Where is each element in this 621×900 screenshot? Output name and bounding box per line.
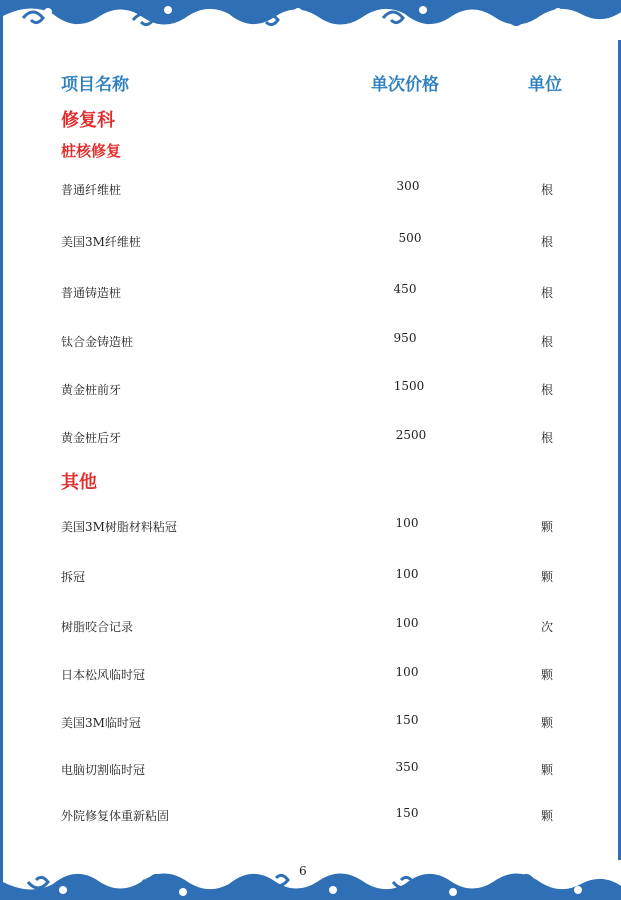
item-unit: 颗 bbox=[541, 763, 554, 777]
item-unit: 根 bbox=[541, 335, 554, 349]
item-name: 美国3M纤维桩 bbox=[61, 235, 141, 249]
item-unit: 根 bbox=[541, 183, 554, 197]
item-name: 日本松风临时冠 bbox=[61, 668, 146, 682]
item-unit: 根 bbox=[541, 431, 554, 445]
item-name: 树脂咬合记录 bbox=[61, 620, 134, 634]
item-unit: 颗 bbox=[541, 668, 554, 682]
column-header-name: 项目名称 bbox=[61, 75, 129, 95]
item-name: 黄金桩后牙 bbox=[61, 431, 122, 445]
item-name: 拆冠 bbox=[61, 570, 86, 584]
item-price: 150 bbox=[395, 713, 419, 727]
item-price: 2500 bbox=[395, 428, 427, 442]
bottom-wave-border bbox=[3, 860, 621, 900]
item-price: 1500 bbox=[393, 379, 425, 393]
column-header-price: 单次价格 bbox=[371, 75, 439, 95]
item-unit: 颗 bbox=[541, 809, 554, 823]
item-price: 100 bbox=[395, 665, 419, 679]
item-price: 100 bbox=[395, 616, 419, 630]
item-price: 100 bbox=[395, 516, 419, 530]
section-title: 其他 bbox=[61, 472, 97, 493]
item-unit: 颗 bbox=[541, 520, 554, 534]
item-price: 300 bbox=[396, 179, 420, 193]
item-name: 黄金桩前牙 bbox=[61, 383, 122, 397]
item-name: 美国3M树脂材料粘冠 bbox=[61, 520, 177, 534]
item-unit: 根 bbox=[541, 383, 554, 397]
item-unit: 颗 bbox=[541, 570, 554, 584]
item-price: 350 bbox=[395, 760, 419, 774]
item-name: 外院修复体重新粘固 bbox=[61, 809, 170, 823]
item-name: 普通纤维桩 bbox=[61, 183, 122, 197]
item-unit: 颗 bbox=[541, 716, 554, 730]
item-price: 500 bbox=[398, 231, 422, 245]
item-price: 450 bbox=[393, 282, 417, 296]
item-name: 电脑切割临时冠 bbox=[61, 763, 146, 777]
item-price: 950 bbox=[393, 331, 417, 345]
top-wave-border bbox=[3, 0, 621, 40]
item-unit: 次 bbox=[541, 620, 554, 634]
item-price: 150 bbox=[395, 806, 419, 820]
item-unit: 根 bbox=[541, 235, 554, 249]
category-title: 修复科 bbox=[61, 110, 115, 131]
item-unit: 根 bbox=[541, 286, 554, 300]
item-name: 普通铸造桩 bbox=[61, 286, 122, 300]
column-header-unit: 单位 bbox=[528, 75, 562, 95]
item-name: 钛合金铸造桩 bbox=[61, 335, 134, 349]
page-number: 6 bbox=[299, 864, 307, 878]
item-price: 100 bbox=[395, 567, 419, 581]
section-title: 桩核修复 bbox=[61, 142, 122, 160]
item-name: 美国3M临时冠 bbox=[61, 716, 141, 730]
